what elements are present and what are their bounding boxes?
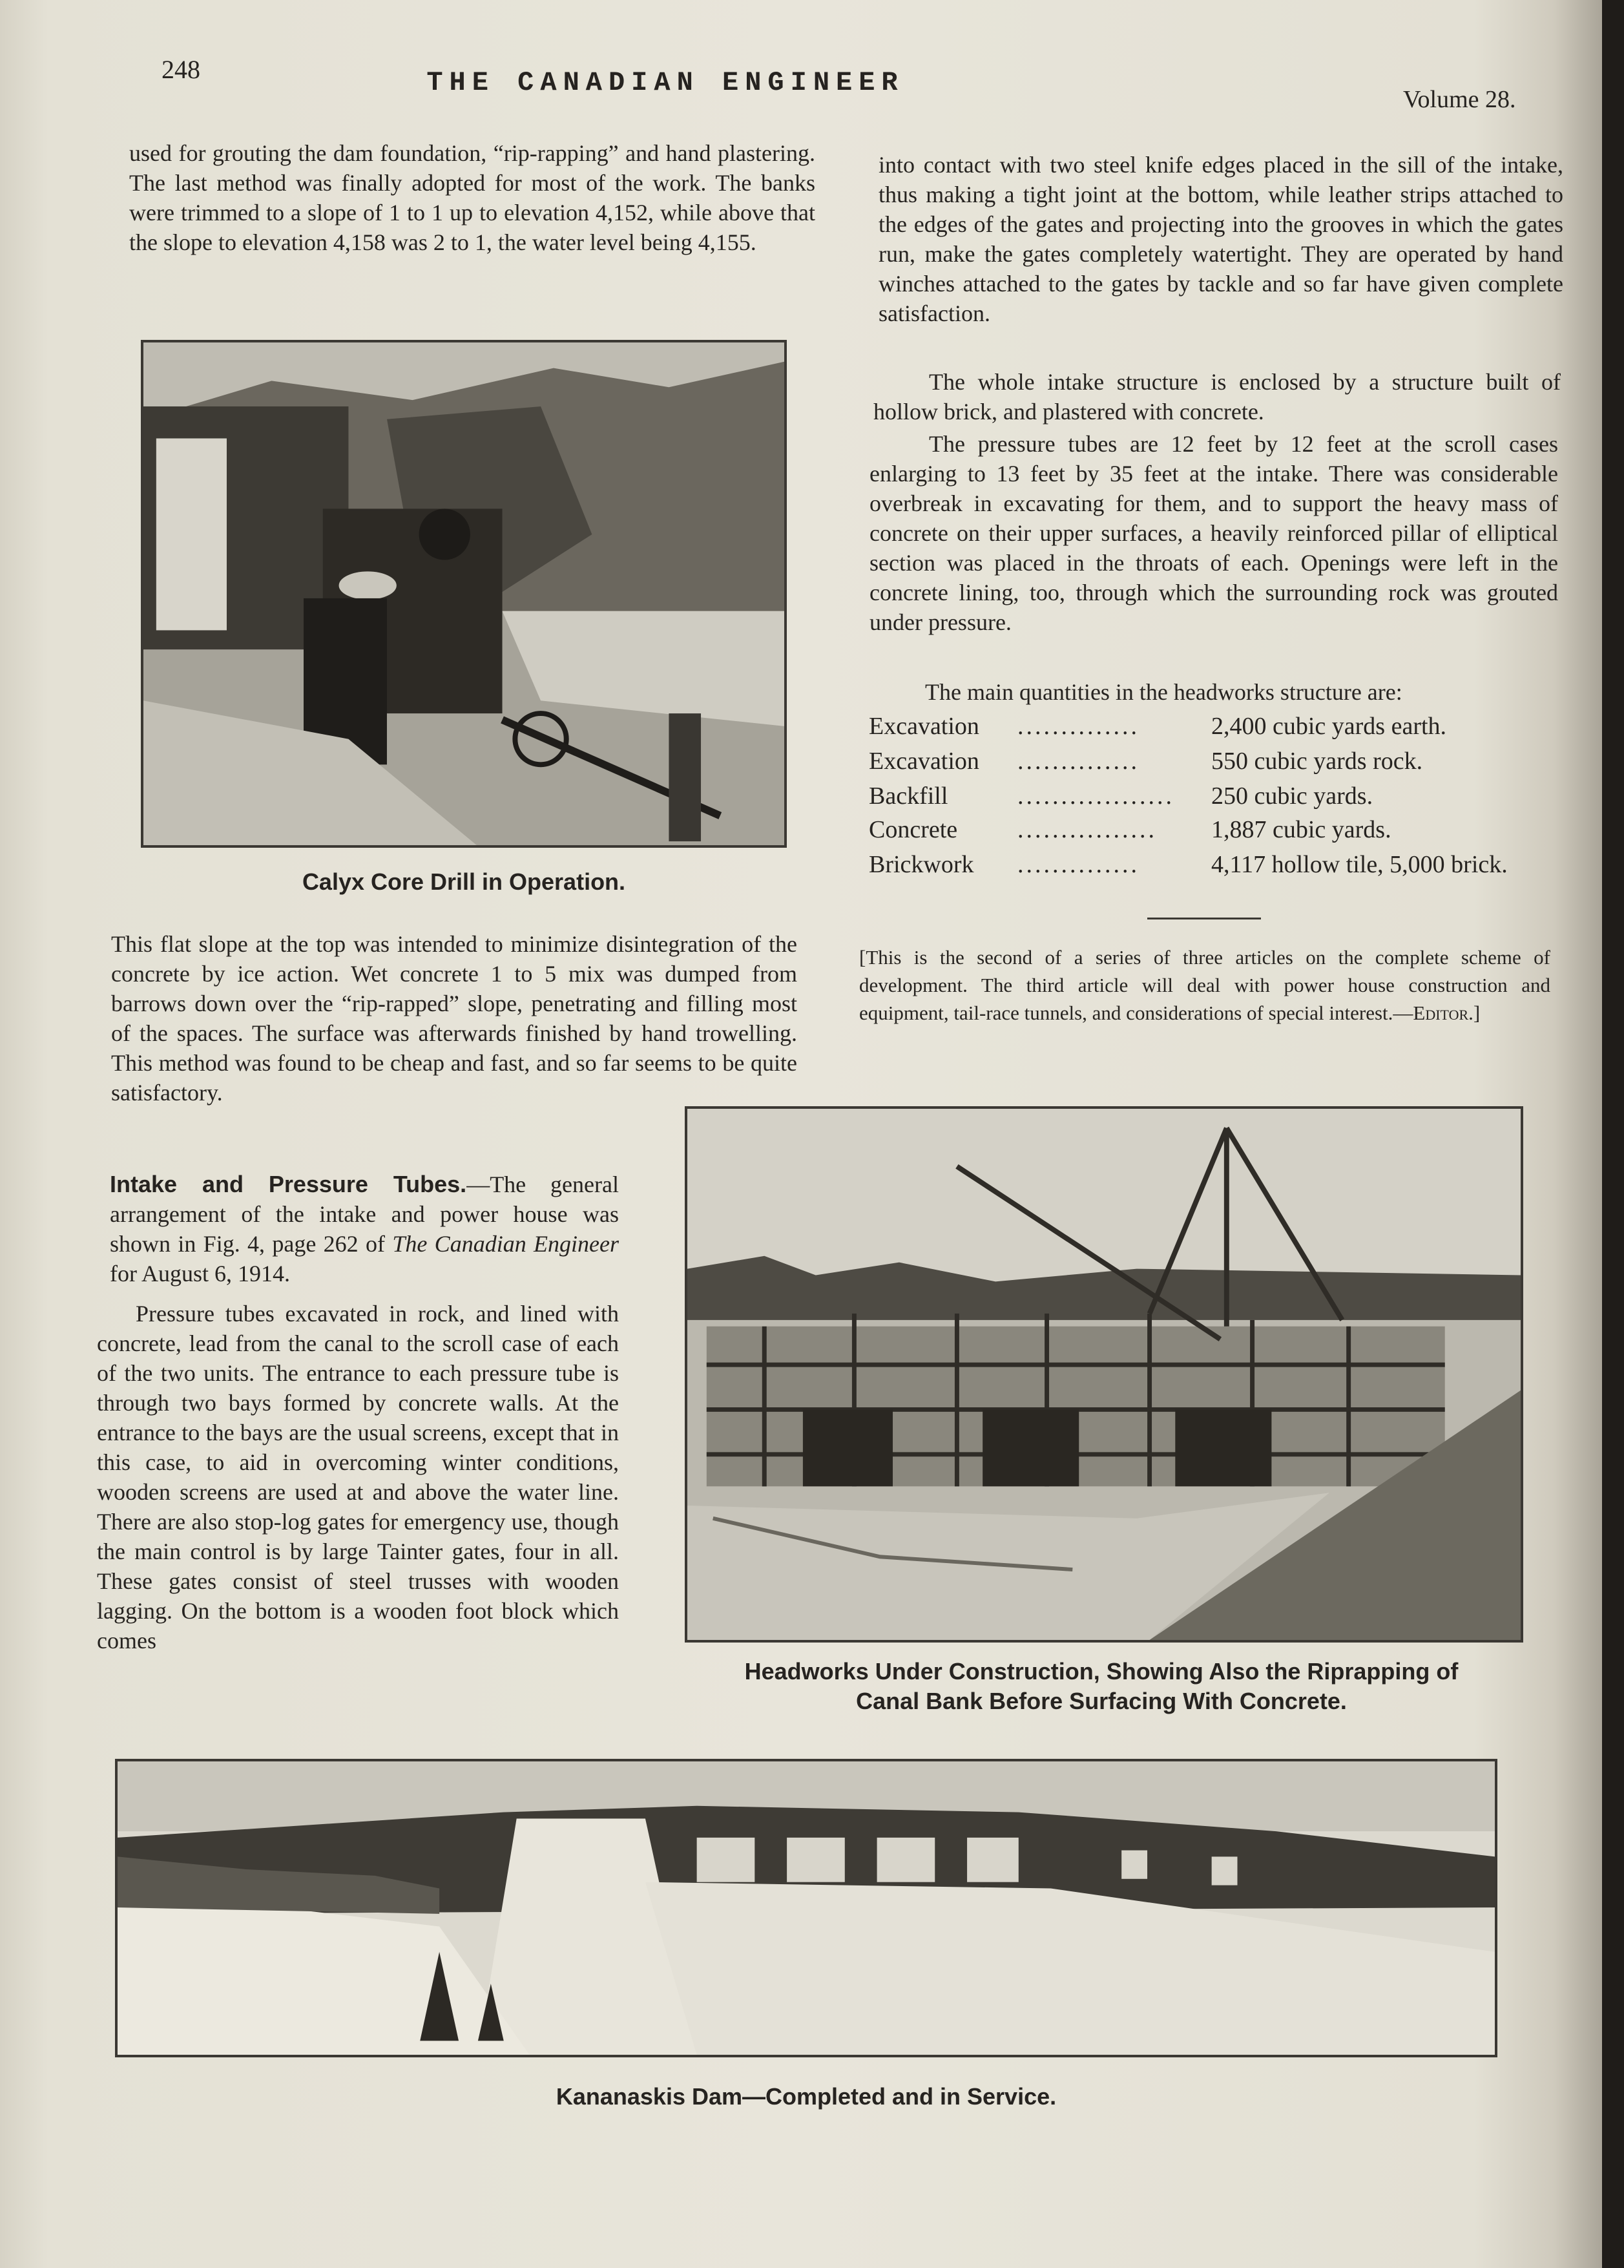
figure-3-caption: Kananaskis Dam—Completed and in Service. — [556, 2083, 1057, 2110]
quantity-row: Concrete ................ 1,887 cubic yards. — [869, 816, 1391, 843]
quantity-row: Backfill .................. 250 cubic yards. — [869, 782, 1373, 810]
quantity-row: Excavation .............. 2,400 cubic yards earth. — [869, 713, 1447, 740]
left-paragraph-4: Pressure tubes excavated in rock, and lined with concrete, lead from the canal to the scroll case of each of the two units. The entrance to each pressure tube is through two bays formed by concrete walls. At the entrance to the bays are the usual screens, except that in this case, to aid in overcoming winter conditions, wooden screens are used at and above the water line. There are also stop-log gates for emergency use, though the main control is by large Tainter gates, four in all. These gates consist of steel trusses with wooden lagging. On the bottom is a wooden foot block which comes — [97, 1301, 619, 1654]
quantity-row: Brickwork .............. 4,117 hollow tile, 5,000 brick. — [869, 851, 1508, 878]
figure-2-caption-line-2: Canal Bank Before Surfacing With Concrete. — [856, 1688, 1347, 1714]
right-paragraph-4: The main quantities in the headworks structure are: — [925, 679, 1402, 705]
page-number: 248 — [161, 55, 200, 84]
right-paragraph-2: The whole intake structure is enclosed by a structure built of hollow brick, and plastered with concrete. — [873, 369, 1561, 425]
right-paragraph-1: into contact with two steel knife edges placed in the sill of the intake, thus making a tight joint at the bottom, while leather strips attached to the edges of the gates and projecting into the grooves in which the gates run, make the gates completely watertight. They are operated by hand winches attached to the gates by tackle and so far have given complete satisfaction. — [879, 152, 1563, 326]
headworks-construction-photo — [685, 1106, 1523, 1643]
volume-label: Volume 28. — [1403, 86, 1516, 113]
quantity-row: Excavation .............. 550 cubic yards rock. — [869, 748, 1423, 775]
section-heading-intake: Intake and Pressure Tubes. — [110, 1171, 467, 1197]
running-head: THE CANADIAN ENGINEER — [426, 67, 904, 98]
kananaskis-dam-photo — [115, 1759, 1497, 2057]
left-paragraph-3: Intake and Pressure Tubes.—The general arrangement of the intake and power house was shown in Fig. 4, page 262 of The Canadian Engineer for August 6, 1914. — [110, 1171, 619, 1286]
editor-note: [This is the second of a series of three articles on the complete scheme of development. The third article will deal with power house construction and equipment, tail-race tunnels, and considerations of special interest.—Editor.] — [859, 946, 1550, 1024]
right-paragraph-3: The pressure tubes are 12 feet by 12 feet at the scroll cases enlarging to 13 feet by 35 feet at the intake. There was considerable overbreak in excavating for them, and to support the heavy mass of concrete on their upper surfaces, a heavily reinforced pillar of elliptical section was placed in the throats of each. Openings were left in the concrete lining, too, through which the surrounding rock was grouted under pressure. — [869, 431, 1558, 635]
left-paragraph-1: used for grouting the dam foundation, “rip-rapping” and hand plastering. The last method was finally adopted for most of the work. The banks were trimmed to a slope of 1 to 1 up to elevation 4,152, while above that the slope to elevation 4,158 was 2 to 1, the water level being 4,155. — [129, 140, 815, 255]
left-paragraph-2: This flat slope at the top was intended to minimize disintegration of the concrete by ice action. Wet concrete 1 to 5 mix was dumped from barrows down over the “rip-rapped” slope, penetrating and filling most of the spaces. The surface was afterwards finished by hand trowelling. This method was found to be cheap and fast, and so far seems to be quite satisfactory. — [111, 931, 797, 1106]
figure-2-caption-line-1: Headworks Under Construction, Showing Also the Riprapping of — [744, 1658, 1459, 1685]
calyx-core-drill-photo — [141, 340, 787, 848]
section-divider — [1147, 918, 1261, 919]
book-binding-edge — [1602, 0, 1624, 2268]
figure-1-caption: Calyx Core Drill in Operation. — [302, 868, 626, 895]
